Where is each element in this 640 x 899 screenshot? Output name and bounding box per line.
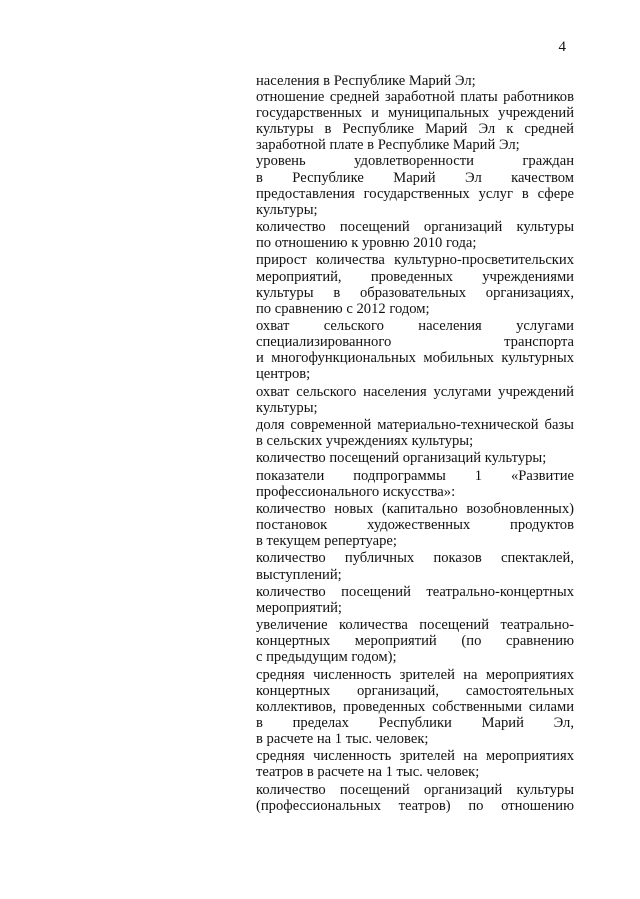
text-line: мероприятий; [256,599,342,616]
text-line: отношение средней заработной платы работников [256,89,574,106]
text-line: государственных и муниципальных учреждений [256,105,574,122]
text-line: концертных организаций, самостоятельных [256,682,574,699]
text-line: (профессиональных театров) по отношению [256,797,574,814]
text-line: в текущем репертуаре; [256,533,397,550]
text-line: населения в Республике Марий Эл; [256,73,476,89]
text-line: количество посещений организаций культуры [256,219,574,236]
text-line: в сельских учреждениях культуры; [256,433,474,449]
text-line: предоставления государственных услуг в сфере [256,185,574,202]
text-line: доля современной материально-технической базы [256,416,574,433]
text-line: увеличение количества посещений театрально- [256,617,574,634]
text-line: средняя численность зрителей на мероприятиях [256,666,574,683]
text-line: показатели подпрограммы 1 «Развитие [256,467,574,484]
text-line: уровень удовлетворенности граждан [256,153,574,170]
text-line: количество посещений организаций культуры [256,781,574,798]
text-line: прирост количества культурно-просветительских [256,252,574,269]
text-line: в расчете на 1 тыс. человек; [256,731,429,747]
document-body [256,73,574,814]
text-line: театров в расчете на 1 тыс. человек; [256,764,480,781]
text-line: выступлений; [256,566,342,583]
text-line: по сравнению с 2012 годом; [256,300,430,317]
text-line: по отношению к уровню 2010 года; [256,235,477,252]
text-line: культуры; [256,201,318,218]
text-line: охват сельского населения услугами [256,317,574,334]
text-line: количество посещений театрально-концертных [256,583,574,600]
text-line: центров; [256,366,311,383]
text-line: специализированного транспорта [256,334,574,351]
text-line: профессионального искусства»: [256,483,456,500]
text-line: мероприятий, проведенных учреждениями [256,268,574,285]
text-line: с предыдущим годом); [256,649,397,666]
text-line: культуры в образовательных организациях, [256,284,574,301]
text-line: в Республике Марий Эл качеством [256,169,574,186]
text-line: и многофункциональных мобильных культурных [256,350,574,367]
text-line: количество посещений организаций культуры; [256,450,547,467]
page-number: 4 [558,39,566,55]
text-line: коллективов, проведенных собственными силами [256,698,574,715]
text-line: количество публичных показов спектаклей, [256,550,574,567]
text-line: постановок художественных продуктов [256,517,574,534]
text-line: культуры; [256,399,318,416]
text-line: культуры в Республике Марий Эл к средней [256,121,574,138]
text-line: количество новых (капитально возобновленных) [256,500,574,517]
text-line: концертных мероприятий (по сравнению [256,633,574,650]
text-line: заработной плате в Республике Марий Эл; [256,137,520,154]
text-line: в пределах Республики Марий Эл, [256,714,574,731]
text-line: охват сельского населения услугами учреждений [256,383,574,400]
text-line: средняя численность зрителей на мероприятиях [256,748,574,765]
